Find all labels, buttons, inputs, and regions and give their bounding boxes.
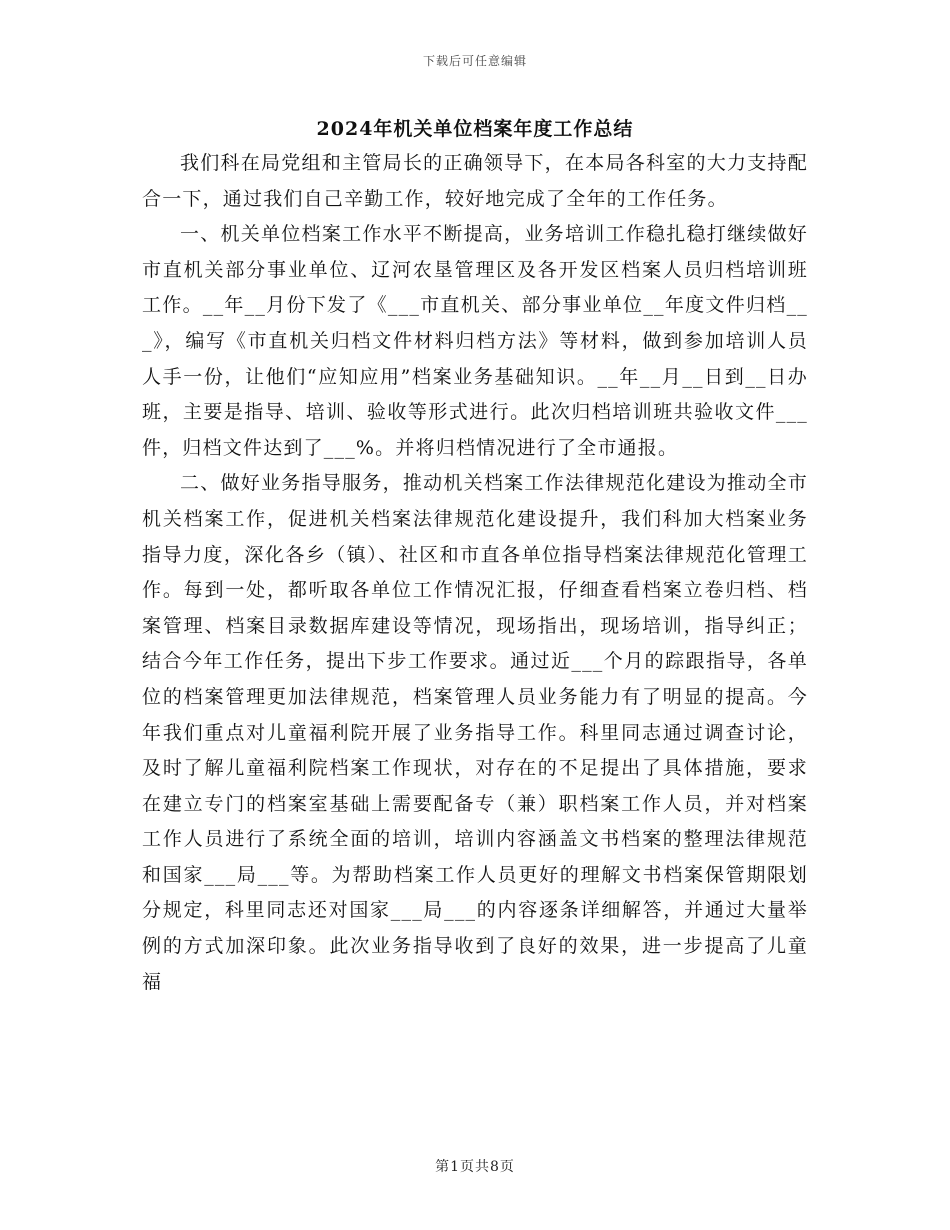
page-number: 第1页共8页: [435, 1159, 515, 1175]
page-header-note: 下载后可任意编辑: [422, 54, 527, 68]
paragraph-section-one: 一、机关单位档案工作水平不断提高，业务培训工作稳扎稳打继续做好市直机关部分事业单位、辽河农垦管理区及各开发区档案人员归档培训班工作。__年__月份下发了《___市直机关、部分事业单位__年度文件归档___》，编写《市直机关归档文件材料归档方法》等材料，做到参加培训人员人手一份，让他们“应知应用”档案业务基础知识。__年__月__日到__日办班，主要是指导、培训、验收等形式进行。此次归档培训班共验收文件___件，归档文件达到了___%。并将归档情况进行了全市通报。: [142, 223, 808, 459]
document-body: [142, 146, 808, 1000]
paragraph-section-two: 二、做好业务指导服务，推动机关档案工作法律规范化建设为推动全市机关档案工作，促进机关档案法律规范化建设提升，我们科加大档案业务指导力度，深化各乡（镇）、社区和市直各单位指导档案法律规范化管理工作。每到一处，都听取各单位工作情况汇报，仔细查看档案立卷归档、档案管理、档案目录数据库建设等情况，现场指出，现场培训，指导纠正；结合今年工作任务，提出下步工作要求。通过近___个月的踪跟指导，各单位的档案管理更加法律规范，档案管理人员业务能力有了明显的提高。今年我们重点对儿童福利院开展了业务指导工作。科里同志通过调查讨论，及时了解儿童福利院档案工作现状，对存在的不足提出了具体措施，要求在建立专门的档案室基础上需要配备专（兼）职档案工作人员，并对档案工作人员进行了系统全面的培训，培训内容涵盖文书档案的整理法律规范和国家___局___等。为帮助档案工作人员更好的理解文书档案保管期限划分规定，科里同志还对国家___局___的内容逐条详细解答，并通过大量举例的方式加深印象。此次业务指导收到了良好的效果，进一步提高了儿童福: [142, 472, 808, 993]
document-title: 2024年机关单位档案年度工作总结: [316, 118, 634, 140]
paragraph-intro: 我们科在局党组和主管局长的正确领导下，在本局各科室的大力支持配合一下，通过我们自己辛勤工作，较好地完成了全年的工作任务。: [142, 152, 808, 210]
